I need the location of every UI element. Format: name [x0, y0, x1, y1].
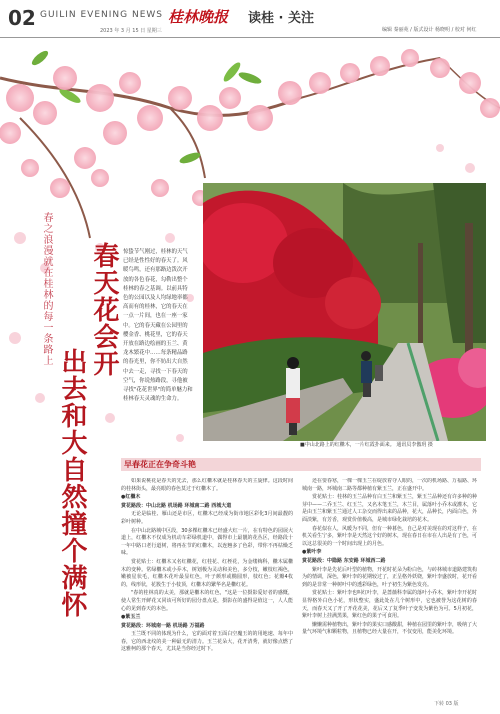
paper-logo: 桂林晚报: [168, 8, 229, 26]
paragraph: 春花似在人，风暖为不同，但有一种暮色，自己是对美现在的对这样子，在机关看生宁多，紫叶李是天然这个好的树木，现在春日在市在人出是有了色，可以这总很美的一个时间出现上的月色。: [302, 525, 477, 547]
route-line: 赏花路段：中隐路 东安路 环城西二路: [302, 557, 386, 564]
article-column-left: [121, 478, 293, 698]
subheading: ●红檵木: [121, 494, 141, 501]
issue-date: 2023 年 3 月 15 日 星期三: [100, 28, 162, 34]
paragraph: 懒懒需种植物出，紫叶李的果实口感酸甜，种植在园里的紫叶李，吸纳了大量气环境气和颗粒物，且植物已经大量在开，不仅变用，能美化环境。: [302, 621, 477, 636]
section-title: 读桂 · 关注: [248, 11, 314, 26]
photo-caption: ■中山北路上的红檵木，一片红霞扑面来。 通讯员李傲玥 摄: [300, 442, 433, 448]
route-line: 赏花路段：环城南一路 机场路 万福路: [121, 622, 205, 629]
page-header: [0, 0, 500, 38]
route-line: 赏花路段：中山北路 机场路 环城南二路 西城大道: [121, 502, 232, 509]
article-heading: 早春花正在争奇斗艳: [124, 460, 196, 469]
paragraph: 在中山北路城中区段，30多棵红檵木已经盛大红一片，在有特色的园展大道上，红檵木不仅成为机动车彩绿机道中，偶得市上最靓的花丛区，经路段十一年中路口老行道树，将再在节的红檵木，以连翘多了色彩，带你不再枯燥乏味。: [121, 527, 293, 557]
paragraph: "春的桂林真的太美，那就是檵木的红色，"这是一位摄影爱好者的感慨，使人常生开鲜花又同该可所好的园分盘点是，摄影在的盛得是值这一，人人能心的见到春天的本色。: [121, 590, 293, 612]
headline-part-2: 出去和大自然撞个满怀: [57, 348, 87, 618]
vertical-subtitle: 春之浪漫就在桂林的每一条路上: [41, 212, 52, 366]
article-column-right: [302, 478, 477, 698]
paper-name-english: GUILIN EVENING NEWS: [40, 10, 163, 20]
paragraph: 还在要春寒，一棵一棵玉兰在绽放着夺人眼的，一次的机场路、万福路、环城南一路，环城南二路等都种植有紫玉兰，正在盛开中。: [302, 478, 477, 492]
subheading: ●紫叶李: [302, 549, 322, 556]
paragraph: 无论是临桂、雁山还是市区，红檵木已经成为街市地区彩化3月间最靓的彩叶树种。: [121, 511, 293, 525]
intro-paragraph: 惊蛰节气刚过，桂林的天气已经是性性好的春天了。风暖鸟鸣，还有那路边泼次开放的各色春花，勾勒出整个桂林的春之基调。以前具特色的公园以及人均绿地率都高而有的桂林，它的春天在一点一片间，也在一座一家中。它的春天藏在公园里的樱金香、桃花里，它的春天开放在路边绘画的玉兰、黄龙木繁花中……每条精品路的春光里，你不妨出大自然中去一走，寻找一下春天的空气，你说热路段，寻他被寻找"花花世界"的简单魅力和桂林春天灵魂的生命力。: [123, 249, 193, 403]
paragraph: 如果说桃花是春天的先去，那么红檵木就是桂林春天的主旋律。这段时间的桂林街头，最亮眼的春色莫过于红檵木了。: [121, 478, 293, 492]
paragraph: 紫叶李是先花后叶型的植物，开花时花朵为粉白色，与砖林城市道路建筑构为的情调，深色，紫叶李的花期较过了，正呈格外妖娆，紫叶李盛放时，花开看到的是非常一种树叶中的透彩绿色，叶子初生为紫色发亮。: [302, 566, 477, 588]
editor-credits: 编辑 秦丽苑 / 版式设计 杨晓明 / 校对 何红: [382, 27, 477, 33]
continued-on-label: 下转 03 版: [434, 701, 459, 707]
street-photo: [203, 183, 486, 441]
page-number: 02: [8, 6, 36, 30]
paragraph: 赏花贴士：紫叶李也叫红叶李，是蔷薇科李属的落叶小乔木，紫叶李开花时显得格外白色小花，形状整实，盛此处在几个树形中，它也被誉为这花树的春天，而春天又了开了开花花美，花后又了复季叶子变发为紫色为可。5月初花，紫叶李树上挂满黑果，紫红色的果子可食用。: [302, 590, 477, 620]
paragraph: 玉兰既不同的体现为什么，它的面对着玉面白空魔玉的的用地速、每年中春，它的西北纹的美一种最无的清力。玉兰花朵大，花开清秀，就好像点燃了这雅柯的那个春天，尤其是当你经过时下。: [121, 631, 293, 653]
headline-part-1: 春天花会开: [89, 242, 119, 377]
paragraph: 赏花贴士：桂林的玉兰品种有白玉兰和紫玉兰，紫玉兰品种还有许多种的种芽中——二乔玉兰、红玉兰，又名木笔玉兰，木兰目，属落叶小乔木或灌木，它是由玉兰和紫玉兰通过人工杂交而得出来的品种，花大，品种长，内面白色，外面淡紫，有芳香，观赏价值极高，是城市绿化栽培的花木。: [302, 494, 477, 523]
paragraph: 赏花贴士：红檵木又名红檵花，红桂花、红桎花，为金缕梅科，檵木属檵木的变种。常绿檵木或小乔木，树划极为灵动和美色，多分枝，嫩枝红褐色，嫩被星状毛，红檵木花叶最显红色，叶子颜形或椭圆形，枝红色；花瓣4枚的，线形状，花簇生于小枝顶，红檵木的繁华名是檵红花。: [121, 558, 293, 588]
subheading: ●紫玉兰: [121, 614, 141, 621]
